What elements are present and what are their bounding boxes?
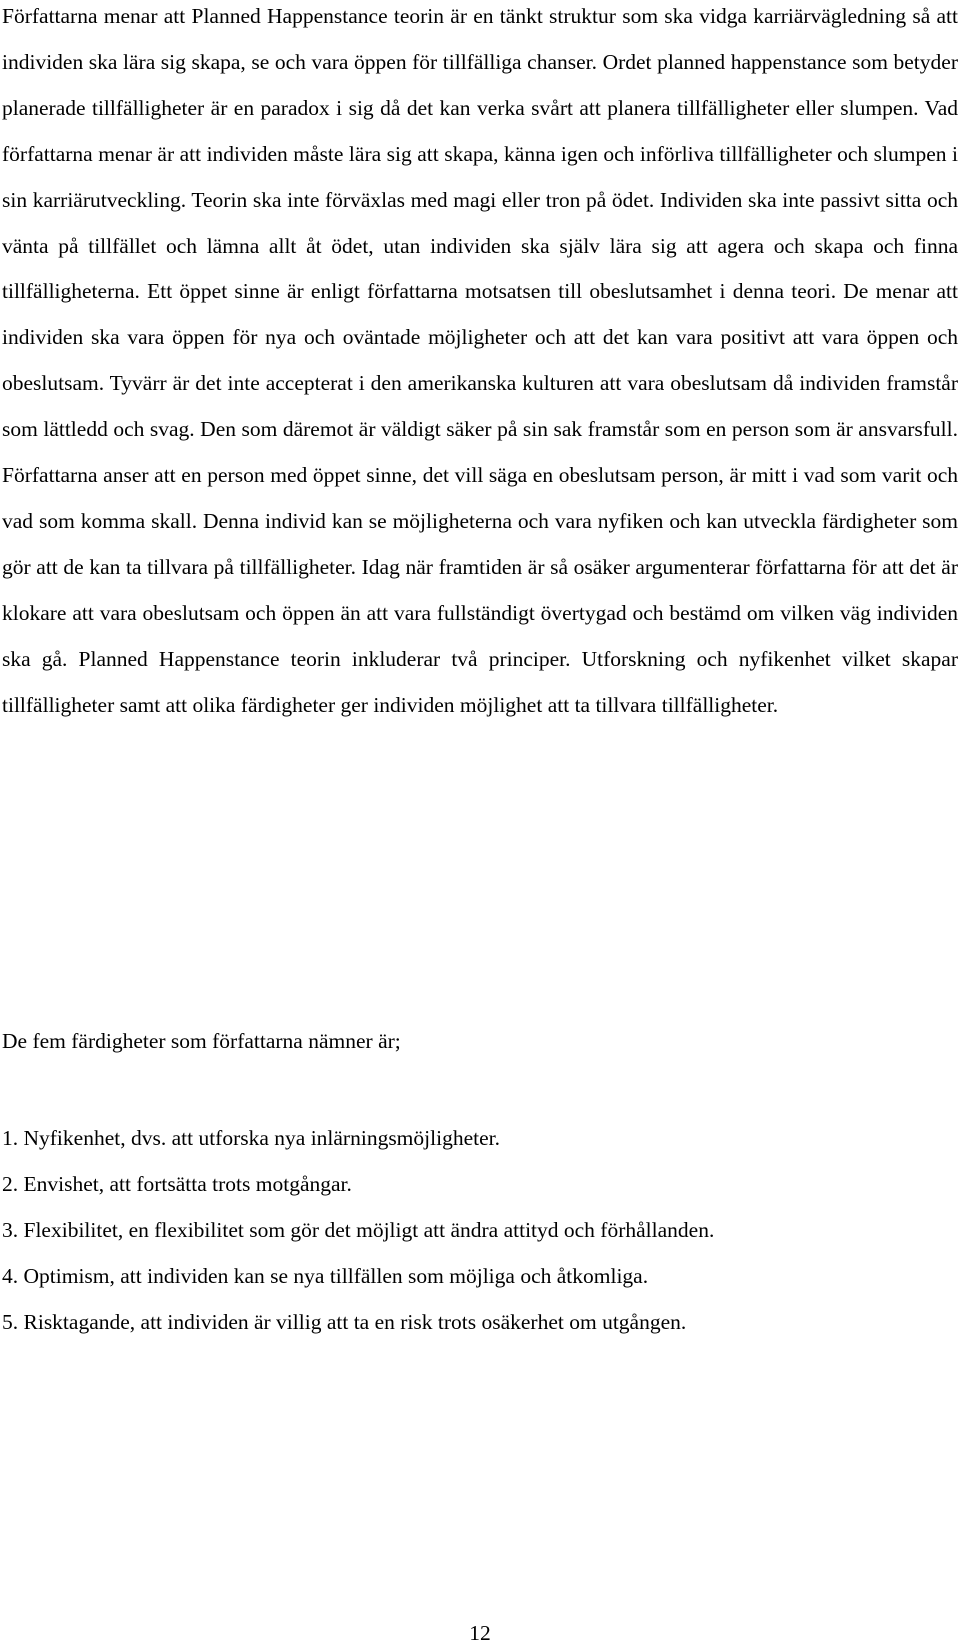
list-item: 1. Nyfikenhet, dvs. att utforska nya inlärningsmöjligheter. xyxy=(2,1126,500,1150)
body-paragraph: Författarna menar att Planned Happenstance teorin är en tänkt struktur som ska vidga karriärvägledning så att individen ska lära sig skapa, se och vara öppen för tillfälliga chanser. Ordet planned happenstance som betyder planerade tillfälligheter är en paradox i sig då det kan verka svårt att planera tillfälligheter eller slumpen. Vad författarna menar är att individen måste lära sig att skapa, känna igen och införliva tillfälligheter och slumpen i sin karriärutveckling. Teorin ska inte förväxlas med magi eller tron på ödet. Individen ska inte passivt sitta och vänta på tillfället och lämna allt åt ödet, utan individen ska själv lära sig att agera och skapa och finna tillfälligheterna. Ett öppet sinne är enligt författarna motsatsen till obeslutsamhet i denna teori. De menar att individen ska vara öppen för nya och oväntade möjligheter och att det kan vara positivt att vara öppen och obeslutsam. Tyvärr är det inte accepterat i den amerikanska kulturen att vara obeslutsam då individen framstår som lättledd och svag. Den som däremot är väldigt säker på sin sak framstår som en person som är ansvarsfull. Författarna anser att en person med öppet sinne, det vill säga en obeslutsam person, är mitt i vad som varit och vad som komma skall. Denna individ kan se möjligheterna och vara nyfiken och kan utveckla färdigheter som gör att de kan ta tillvara på tillfälligheter. Idag när framtiden är så osäker argumenterar författarna för att det är klokare att vara obeslutsam och öppen än att vara fullständigt övertygad och bestämd om vilken väg individen ska gå. Planned Happenstance teorin inkluderar två principer. Utforskning och nyfikenhet vilket skapar tillfälligheter samt att olika färdigheter ger individen möjlighet att ta tillvara tillfälligheter. xyxy=(2,4,958,717)
skills-list xyxy=(2,1116,714,1346)
skills-intro: De fem färdigheter som författarna nämner är; xyxy=(2,1029,401,1053)
list-item: 4. Optimism, att individen kan se nya tillfällen som möjliga och åtkomliga. xyxy=(2,1263,649,1288)
list-item: 3. Flexibilitet, en flexibilitet som gör det möjligt att ändra attityd och förhållanden. xyxy=(2,1217,715,1242)
list-item: 5. Risktagande, att individen är villig att ta en risk trots osäkerhet om utgången. xyxy=(2,1309,687,1334)
page-number: 12 xyxy=(469,1621,491,1645)
list-item: 2. Envishet, att fortsätta trots motgångar. xyxy=(2,1171,352,1196)
